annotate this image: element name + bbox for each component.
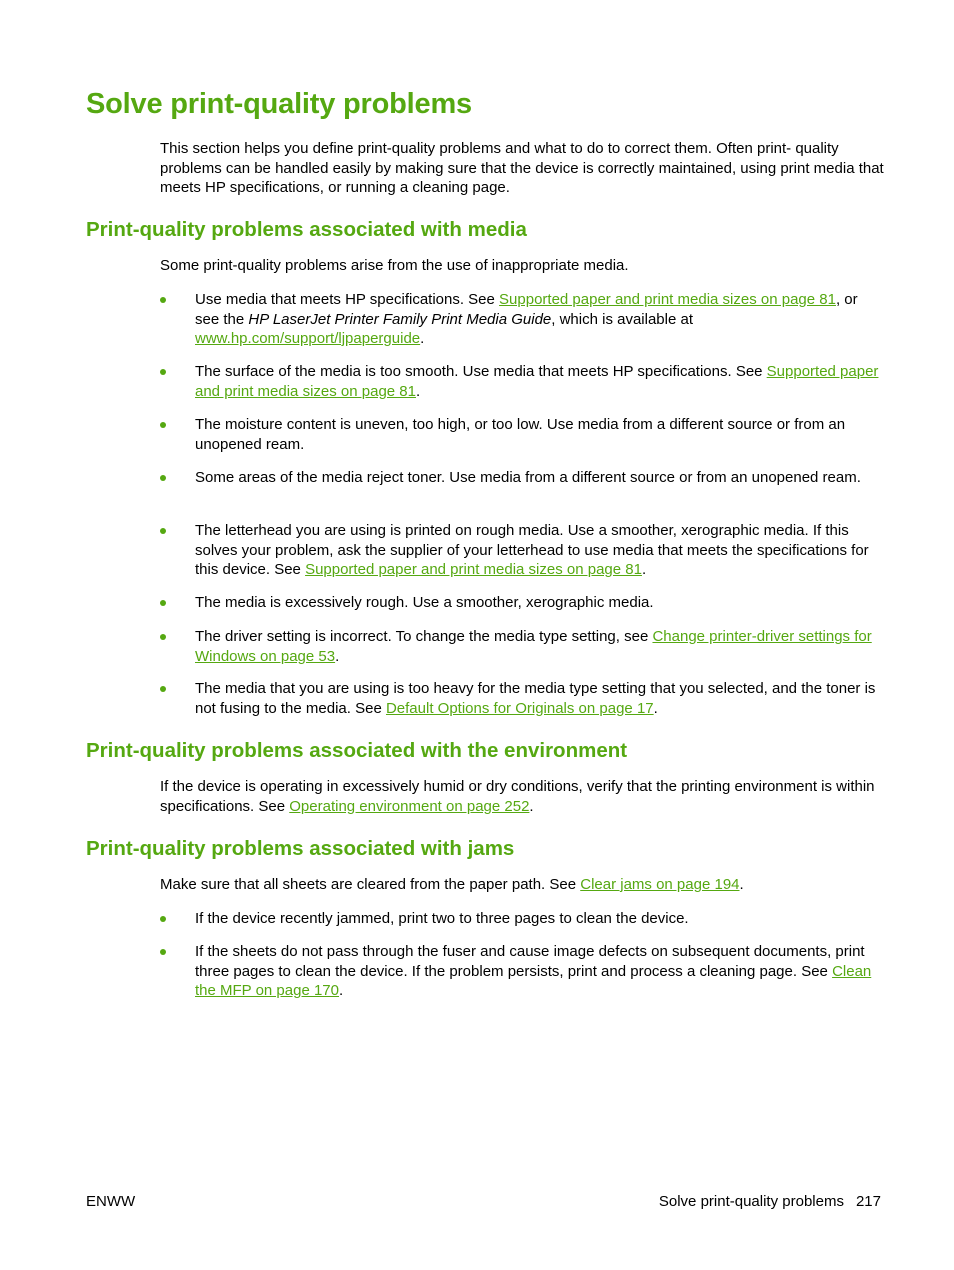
link-supported-paper[interactable]: Supported paper and print media sizes on page 81 <box>499 291 836 308</box>
link-operating-environment[interactable]: Operating environment on page 252 <box>289 797 530 815</box>
bullet-icon <box>160 369 166 375</box>
bullet-icon <box>160 422 166 428</box>
list-item-text: Use media that meets HP specifications. See Supported paper and print media sizes on page 81, or see the HP LaserJet Printer Family Print Media Guide, which is available at www.hp.com/support/ljpaperguide. <box>195 291 858 347</box>
bullet-icon <box>160 916 166 922</box>
link-driver-settings[interactable]: Change printer-driver settings for Windows on page 53 <box>195 628 872 665</box>
bullet-icon <box>160 528 166 534</box>
list-item-text: If the device recently jammed, print two to three pages to clean the device. <box>195 910 689 927</box>
bullet-icon <box>160 475 166 481</box>
list-item-text: The letterhead you are using is printed on rough media. Use a smoother, xerographic media. If this solves your problem, ask the supplier of your letterhead to use media that meets the specifications for this device. See Supported paper and print media sizes on page 81. <box>195 522 869 578</box>
guide-title: HP LaserJet Printer Family Print Media Guide <box>248 310 552 328</box>
list-item-text: The moisture content is uneven, too high, or too low. Use media from a different source or from an unopened ream. <box>195 416 846 453</box>
bullet-icon <box>160 297 166 303</box>
link-default-options[interactable]: Default Options for Originals on page 17 <box>385 699 654 717</box>
list-item-text: The media that you are using is too heavy for the media type setting that you selected, and the toner is not fusing to the media. See Default Options for Originals on page 17. <box>195 680 876 717</box>
environment-paragraph: If the device is operating in excessively humid or dry conditions, verify that the printing environment is within specifications. See Operating environment on page 252. <box>160 778 875 815</box>
bullet-icon <box>160 634 166 640</box>
link-supported-paper[interactable]: Supported paper and print media sizes on page 81 <box>305 561 642 578</box>
intro-paragraph: This section helps you define print-quality problems and what to do to correct them. Often print- quality problems can be handled easily by making sure that the device is correctly maintained, using print media that meets HP specifications, or running a cleaning page. <box>160 140 884 196</box>
bullet-icon <box>160 686 166 692</box>
bullet-icon <box>160 949 166 955</box>
list-item-text: The media is excessively rough. Use a smoother, xerographic media. <box>195 594 654 611</box>
footer-left: ENWW <box>86 1193 136 1210</box>
page-number: 217 <box>855 1193 881 1210</box>
media-intro: Some print-quality problems arise from the use of inappropriate media. <box>160 257 629 274</box>
list-item-text: The surface of the media is too smooth. Use media that meets HP specifications. See Supported paper and print media sizes on page 81. <box>195 363 879 400</box>
link-paperguide[interactable]: www.hp.com/support/ljpaperguide <box>195 330 421 347</box>
list-item-text: The driver setting is incorrect. To change the media type setting, see Change printer-driver settings for Windows on page 53. <box>195 628 872 665</box>
heading-jams: Print-quality problems associated with jams <box>86 837 515 860</box>
page-title: Solve print-quality problems <box>86 88 472 120</box>
heading-environment: Print-quality problems associated with the environment <box>86 739 628 762</box>
link-clean-mfp[interactable]: Clean the MFP on page 170 <box>195 962 872 999</box>
heading-media: Print-quality problems associated with media <box>86 218 527 241</box>
link-clear-jams[interactable]: Clear jams on page 194 <box>580 876 740 893</box>
link-supported-paper[interactable]: Supported paper and print media sizes on page 81 <box>195 363 879 400</box>
list-item-text: Some areas of the media reject toner. Use media from a different source or from an unopened ream. <box>195 469 861 486</box>
jams-paragraph: Make sure that all sheets are cleared from the paper path. See Clear jams on page 194. <box>160 876 744 893</box>
footer-right <box>659 1193 881 1210</box>
footer-section: Solve print-quality problems <box>658 1193 844 1210</box>
bullet-icon <box>160 600 166 606</box>
list-item-text: If the sheets do not pass through the fuser and cause image defects on subsequent documents, print three pages to clean the device. If the problem persists, print and process a cleaning page. See Clean the MFP on page 170. <box>195 943 872 999</box>
